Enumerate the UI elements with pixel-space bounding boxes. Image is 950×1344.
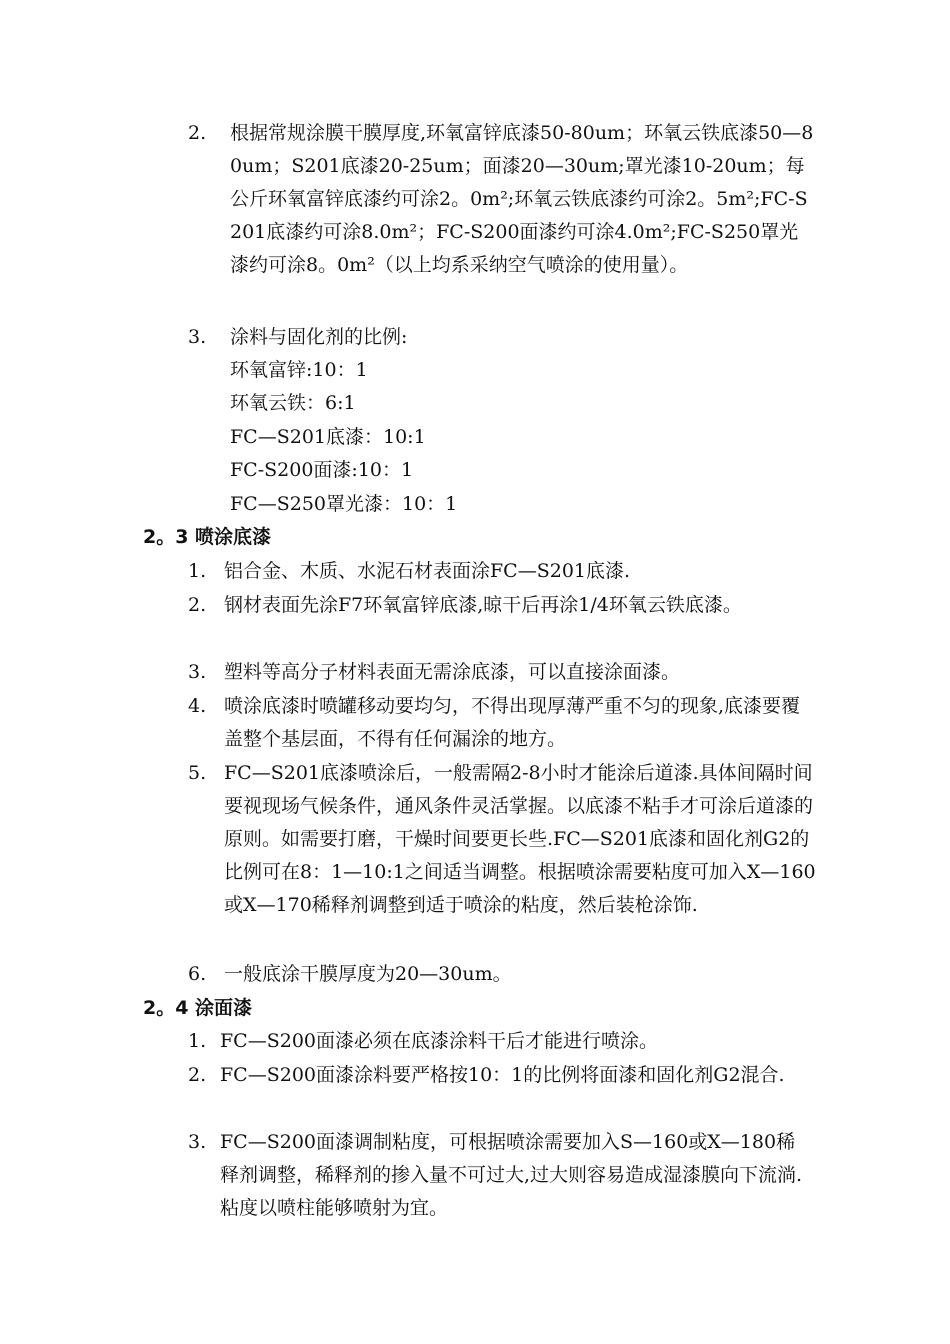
ratio-line: FC-S200面漆:10：1	[230, 459, 414, 481]
list-number: 3.	[188, 326, 207, 348]
list-number: 2.	[188, 594, 207, 616]
section-heading: 2。3 喷涂底漆	[143, 526, 272, 548]
list-number: 2.	[188, 1064, 207, 1086]
list-number: 5.	[188, 762, 207, 784]
list-text: FC—S200面漆调制粘度，可根据喷涂需要加入S—160或X—180稀释剂调整，稀释剂的掺入量不可过大,过大则容易造成湿漆膜向下流淌.粘度以喷柱能够喷射为宜。	[220, 1131, 803, 1219]
list-text: 涂料与固化剂的比例:	[230, 326, 408, 348]
list-number: 2.	[188, 122, 207, 144]
ratio-line: 环氧云铁：6:1	[230, 392, 356, 414]
list-number: 6.	[188, 963, 207, 985]
ratio-line: FC—S250罩光漆：10：1	[230, 493, 458, 515]
list-number: 3.	[188, 1131, 207, 1153]
ratio-line: FC—S201底漆：10:1	[230, 426, 426, 448]
list-text: FC—S200面漆必须在底漆涂料干后才能进行喷涂。	[220, 1030, 659, 1052]
section-heading: 2。4 涂面漆	[143, 997, 253, 1019]
list-text: FC—S200面漆涂料要严格按10：1的比例将面漆和固化剂G2混合.	[220, 1064, 785, 1086]
ratio-line: 环氧富锌:10：1	[230, 359, 368, 381]
list-text: 塑料等高分子材料表面无需涂底漆，可以直接涂面漆。	[224, 661, 681, 683]
list-number: 4.	[188, 695, 207, 717]
list-number: 1.	[188, 1030, 207, 1052]
list-text: FC—S201底漆喷涂后，一般需隔2-8小时才能涂后道漆.具体间隔时间要视现场气候条件，通风条件灵活掌握。以底漆不粘手才可涂后道漆的原则。如需要打磨，干燥时间要更长些.FC—S201底漆和固化剂G2的比例可在8：1—10:1之间适当调整。根据喷涂需要粘度可加入X—160或X—170稀释剂调整到适于喷涂的粘度，然后装枪涂饰.	[224, 762, 816, 916]
list-number: 3.	[188, 661, 207, 683]
list-text: 铝合金、木质、水泥石材表面涂FC—S201底漆.	[224, 560, 631, 582]
list-text: 喷涂底漆时喷罐移动要均匀，不得出现厚薄严重不匀的现象,底漆要覆盖整个基层面，不得有任何漏涂的地方。	[224, 695, 801, 750]
list-text: 一般底涂干膜厚度为20—30um。	[224, 963, 512, 985]
list-text: 钢材表面先涂F7环氧富锌底漆,晾干后再涂1/4环氧云铁底漆。	[224, 594, 742, 616]
list-number: 1.	[188, 560, 207, 582]
list-text: 根据常规涂膜干膜厚度,环氧富锌底漆50-80um；环氧云铁底漆50—80um；S201底漆20-25um；面漆20—30um;罩光漆10-20um；每公斤环氧富锌底漆约可涂2。0m²;环氧云铁底漆约可涂2。5m²;FC-S201底漆约可涂8.0m²；FC-S200面漆约可涂4.0m²;FC-S250罩光漆约可涂8。0m²（以上均系采纳空气喷涂的使用量）。	[230, 122, 814, 276]
